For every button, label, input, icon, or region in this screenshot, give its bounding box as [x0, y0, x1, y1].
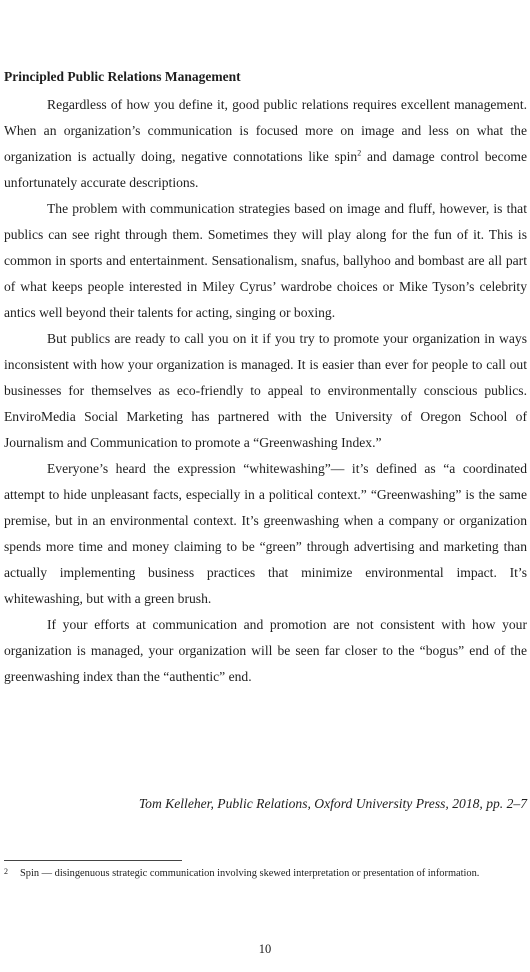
paragraph-1-text-b: and damage control become unfortunately accurate descriptions.	[4, 149, 528, 190]
paragraph-2: The problem with communication strategies based on image and fluff, however, is that publics can see right through them. Sometimes they will play along for the fun of it. This is common in sports and entertainment. Sensationalism, snafus, ballyhoo and bombast are all part of what keeps people interested in Miley Cyrus’ wardrobe choices or Mike Tyson’s celebrity antics well beyond their talents for acting, singing or boxing.	[4, 201, 527, 320]
paragraph-1	[4, 92, 527, 196]
footnote-reference: 2	[357, 148, 362, 158]
paragraph-4: Everyone’s heard the expression “whitewashing”— it’s defined as “a coordinated attempt to hide unpleasant facts, especially in a political context.” “Greenwashing” is the same premise, but in an environmental context. It’s greenwashing when a company or organization spends more time and money claiming to be “green” through advertising and marketing than actually implementing business practices that minimize environmental impact. It’s whitewashing, but with a green brush.	[4, 461, 527, 606]
footnote-text: Spin — disingenuous strategic communication involving skewed interpretation or presentation of information.	[20, 868, 480, 879]
footnote-divider	[4, 860, 182, 861]
paragraph-5: If your efforts at communication and promotion are not consistent with how your organization is managed, your organization will be seen far closer to the “bogus” end of the greenwashing index than the “authentic” end.	[4, 617, 527, 684]
section-heading: Principled Public Relations Management	[4, 69, 241, 84]
paragraph-1-text-a: Regardless of how you define it, good public relations requires excellent management. When an organization’s communication is focused more on image and less on what the organization is actually doing, negative connotations like spin	[4, 97, 527, 164]
body-text	[4, 92, 527, 690]
source-citation: Tom Kelleher, Public Relations, Oxford University Press, 2018, pp. 2–7	[138, 796, 527, 811]
page-number: 10	[258, 942, 272, 956]
footnote	[4, 866, 527, 881]
footnote-mark: 2	[4, 867, 8, 876]
paragraph-3: But publics are ready to call you on it if you try to promote your organization in ways inconsistent with how your organization is managed. It is easier than ever for people to call out businesses for themselves as eco-friendly to appeal to environmentally conscious publics. EnviroMedia Social Marketing has partnered with the University of Oregon School of Journalism and Communication to promote a “Greenwashing Index.”	[4, 331, 527, 450]
